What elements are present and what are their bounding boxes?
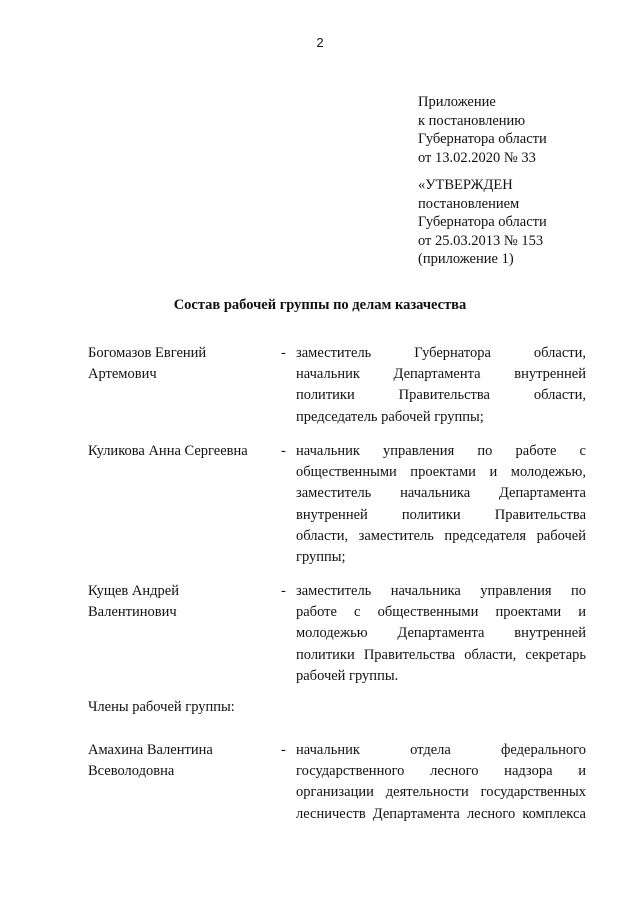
appendix-line: к постановлению — [418, 112, 526, 129]
member-name — [88, 740, 278, 782]
member-role-line: заместитель Губернатора области, — [296, 345, 586, 361]
member-role-line: организации деятельности государственных — [296, 784, 586, 801]
approval-line: (приложение 1) — [418, 251, 514, 268]
appendix-line: от 13.02.2020 № 33 — [418, 149, 536, 166]
document-title: Состав рабочей группы по делам казачества — [173, 297, 467, 313]
member-role-line: молодежью Департамента внутренней — [296, 625, 586, 642]
member-name-line: Артемович — [88, 366, 157, 383]
member-role-line: политики Правительства области, секретарь — [296, 646, 586, 663]
member-dash: - — [281, 345, 286, 361]
member-role-line: общественными проектами и молодежью, — [296, 464, 586, 481]
member-role-line: начальник Департамента внутренней — [296, 366, 586, 383]
member-role-line: внутренней политики Правительства — [296, 506, 586, 523]
member-name-line: Куликова Анна Сергеевна — [88, 443, 248, 459]
member-dash: - — [281, 583, 286, 599]
member-role-line: председатель рабочей группы; — [296, 408, 484, 425]
member-dash: - — [281, 742, 286, 758]
member-role-line: начальник отдела федерального — [296, 742, 586, 758]
appendix-line: Приложение — [418, 94, 496, 110]
member-role — [296, 740, 586, 825]
member-name-line: Валентинович — [88, 604, 177, 621]
member-role-line: работе с общественными проектами и — [296, 604, 586, 621]
appendix-line: Губернатора области — [418, 131, 547, 148]
member-role-line: начальник управления по работе с — [296, 443, 586, 459]
member-role-line: политики Правительства области, — [296, 387, 586, 404]
members-section-label: Члены рабочей группы: — [88, 699, 235, 715]
approval-line: постановлением — [418, 195, 520, 212]
member-name — [88, 441, 278, 462]
member-dash: - — [281, 443, 286, 459]
member-role-line: государственного лесного надзора и — [296, 763, 586, 780]
member-role-line: рабочей группы. — [296, 667, 399, 684]
member-role — [296, 343, 586, 428]
member-role-line: заместитель начальника управления по — [296, 583, 586, 599]
member-name-line: Амахина Валентина — [88, 742, 213, 758]
member-role-line: области, заместитель председателя рабочей — [296, 527, 586, 544]
member-role-line: заместитель начальника Департамента — [296, 485, 586, 502]
member-name-line: Кущев Андрей — [88, 583, 179, 599]
member-name-line: Богомазов Евгений — [88, 345, 207, 361]
page-number: 2 — [316, 35, 324, 50]
approval-line: от 25.03.2013 № 153 — [418, 232, 544, 249]
appendix-block — [418, 93, 547, 167]
member-name — [88, 343, 278, 385]
member-name-line: Всеволодовна — [88, 763, 175, 780]
member-name — [88, 581, 278, 623]
approval-block — [418, 176, 547, 269]
member-role-line: лесничеств Департамента лесного комплекса — [296, 805, 586, 822]
member-role — [296, 441, 586, 568]
approval-line: Губернатора области — [418, 214, 547, 231]
approval-line: «УТВЕРЖДЕН — [418, 177, 513, 193]
member-role — [296, 581, 586, 687]
member-role-line: группы; — [296, 549, 346, 566]
